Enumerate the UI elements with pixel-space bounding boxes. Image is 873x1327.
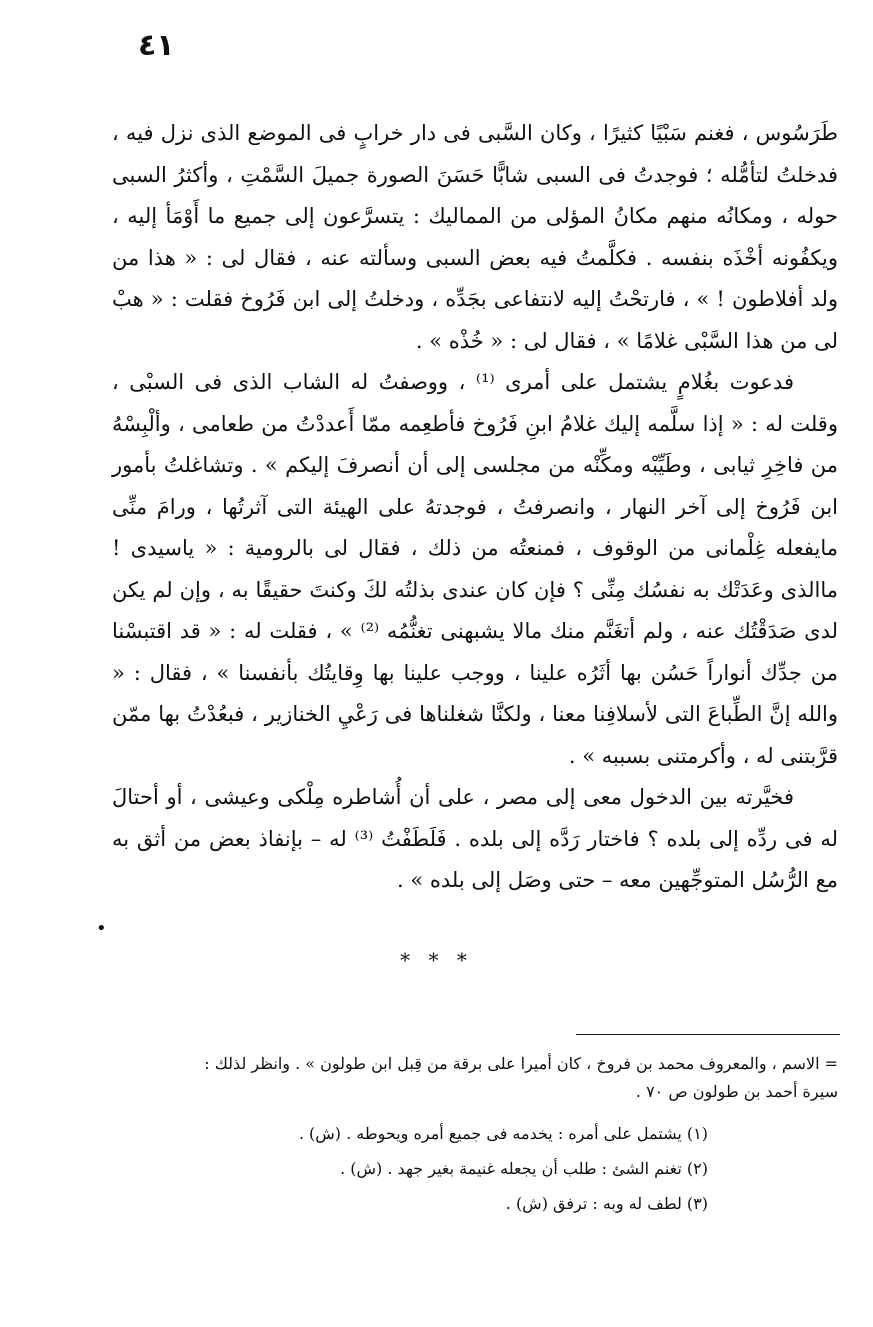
paragraph: طَرَسُوس ، فغنم سَبْيًا كثيرًا ، وكان السَّبى فى دار خرابٍ فى الموضع الذى نزل فيه ، فدخلتُ لتأمُّله ؛ فوجدتُ فى السبى شابًّا حَسَنَ الصورة جميلَ السَّمْتِ ، وأكثرُ السبى حوله ، ومكانُه منهم مكانُ المؤلى من المماليك : يتسرَّعون إلى جميع ما أَوْمَأ إليه ، ويكفُونه أخْذَه بنفسه . فكلَّمتُ فيه بعض السبى وسألته عنه ، فقال لى : « هذا من ولد أفلاطون ! » ، فارتحْتُ إليه لانتفاعى بجَدِّه ، ودخلتُ إلى ابن فَرُوخ فقلت : « هبْ لى من هذا السَّبْى غلامًا » ، فقال لى : « خُذْه » .	[112, 121, 838, 353]
footnote: (١) يشتمل على أمره : يخدمه فى جميع أمره ويحوطه . (ش) .	[298, 1124, 708, 1143]
footnote: (٢) تغنم الشئ : طلب أن يجعله غنيمة بغير جهد . (ش) .	[340, 1159, 708, 1178]
footnote-continuation: سيرة أحمد بن طولون ص ٧٠ .	[635, 1082, 838, 1101]
footnote-rule	[576, 1034, 840, 1035]
paragraph: فدعوت بغُلامٍ يشتمل على أمرى ⁽¹⁾ ، ووصفتُ له الشاب الذى فى السبْى ، وقلت له : « إذا سلَّمه إليك غلامُ ابنِ فَرُوخ فأطعِمه ممّا أَعددْتُ من طعامى ، وألْبِسْهُ من فاخِرِ ثيابى ، وطَيِّبْه ومكِّنْه من مجلسى إلى أن أنصرفَ إليكم » . وتشاغلتُ بأمور ابن فَرُوخ إلى آخر النهار ، وانصرفتُ ، فوجدتهُ على الهيئة التى آثرتُها ، ورامَ منِّى مايفعله غِلْمانى من الوقوف ، فمنعتُه من ذلك ، فقال لى بالرومية : « ياسيدى ! ماالذى وعَدَتْك به نفسُك مِنِّى ؟ فإن كان عندى بذلتُه لكَ وكنتَ حقيقًا به ، وإن لم يكن لدى صَدَقْتُك عنه ، ولم أتغَنَّم منك مالا يشبهنى تغنُّمُه ⁽²⁾ » ، فقلت له : « قد اقتبسْنا من جدِّك أنواراً حَسُن بها أثَرُه علينا ، ووجب علينا بها وِقايتُك بأنفسنا » ، فقال : « والله إنَّ الطِّباعَ التى لأسلافِنا معنا ، ولكنَّا شغلناها فى رَعْيِ الخنازير ، فبعُدْتُ بها ممّن قرَّبتنى له ، وأكرمتنى بسببه » .	[112, 370, 838, 768]
main-text	[112, 113, 838, 902]
margin-bullet: •	[96, 918, 107, 939]
footnote: (٣) لطف له وبه : ترفق (ش) .	[505, 1194, 708, 1213]
page-number: ٤١	[138, 28, 175, 63]
footnotes	[112, 1050, 838, 1221]
section-separator: * * *	[400, 948, 473, 972]
paragraph: فخيَّرته بين الدخول معى إلى مصر ، على أن أُشاطره مِلْكى وعيشى ، أو أحتالَ له فى ردِّه إلى بلده ؟ فاختار رَدَّه إلى بلده . فَلَطَفْتُ ⁽³⁾ له – بإنفاذ بعض من أثق به مع الرُّسُل المتوجِّهين معه – حتى وصَل إلى بلده » .	[112, 785, 838, 892]
footnote-continuation: = الاسم ، والمعروف محمد بن فروخ ، كان أميرا على برقة من قِبل ابن طولون » . وانظر لذلك :	[204, 1054, 838, 1073]
